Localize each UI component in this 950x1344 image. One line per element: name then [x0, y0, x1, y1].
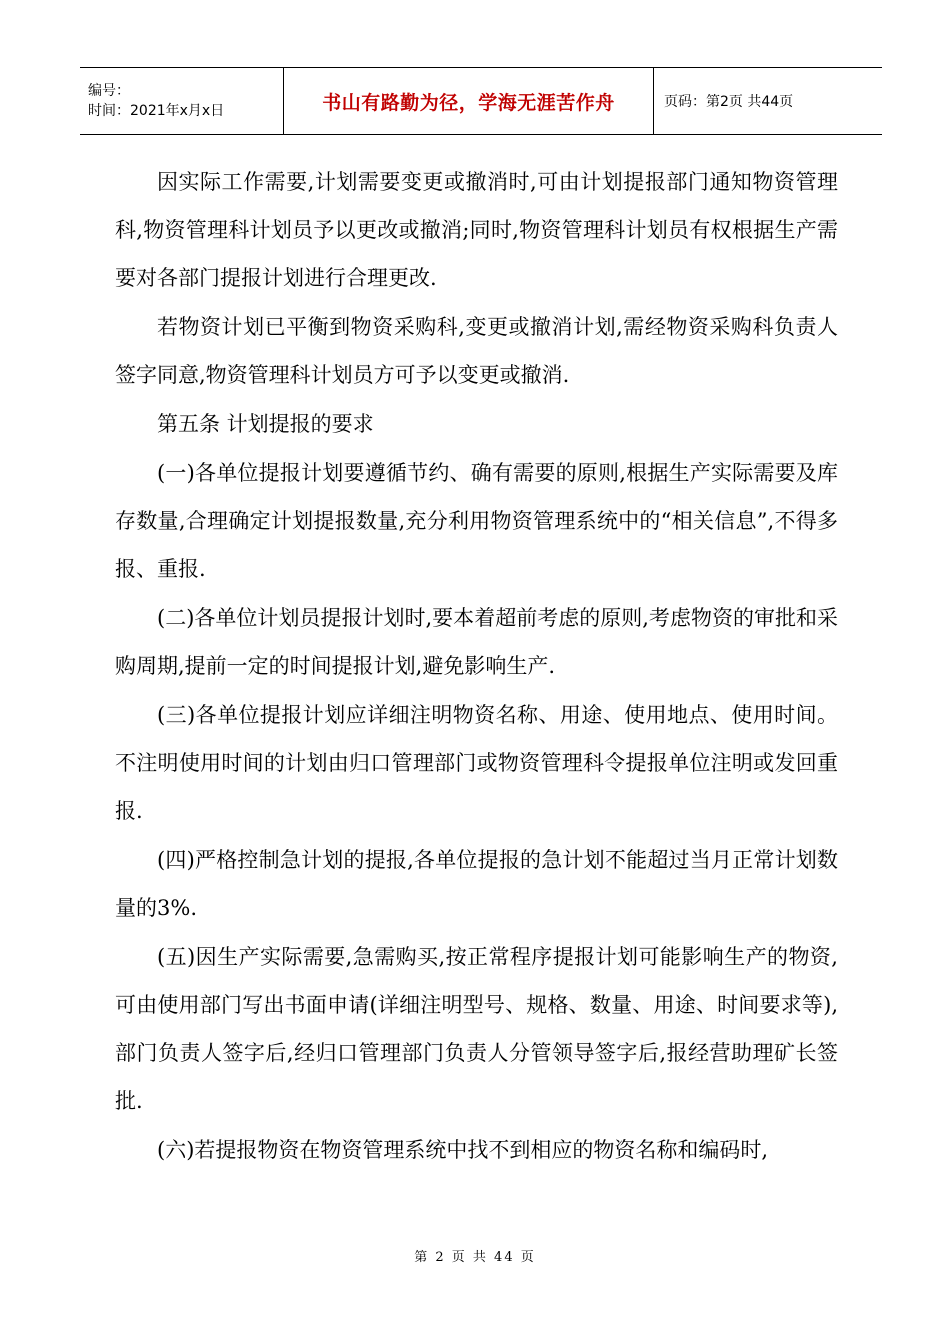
paragraph-item-3: (三)各单位提报计划应详细注明物资名称、用途、使用地点、使用时间。不注明使用时间的计划由归口管理部门或物资管理科令提报单位注明或发回重报. [115, 703, 838, 823]
document-date-label: 时间：2021年x月x日 [88, 103, 225, 119]
paragraph-purchase-change: 若物资计划已平衡到物资采购科,变更或撤消计划,需经物资采购科负责人签字同意,物资管理科计划员方可予以变更或撤消. [115, 315, 838, 387]
section-heading-article-5: 第五条 计划提报的要求 [157, 412, 374, 436]
paragraph-change-cancel: 因实际工作需要,计划需要变更或撤消时,可由计划提报部门通知物资管理科,物资管理科计划员予以更改或撤消;同时,物资管理科计划员有权根据生产需要对各部门提报计划进行合理更改. [115, 170, 838, 290]
paragraph-item-6: (六)若提报物资在物资管理系统中找不到相应的物资名称和编码时, [157, 1138, 769, 1162]
header-motto-cell [284, 68, 654, 135]
header-meta-cell [80, 68, 284, 135]
motto-text: 书山有路勤为径，学海无涯苦作舟 [322, 91, 615, 114]
document-number-label: 编号： [88, 83, 130, 99]
document-body [115, 158, 838, 1175]
header-page-info: 页码：第2页 共44页 [664, 94, 794, 110]
paragraph-item-4: (四)严格控制急计划的提报,各单位提报的急计划不能超过当月正常计划数量的3%. [115, 848, 838, 920]
paragraph-item-2: (二)各单位计划员提报计划时,要本着超前考虑的原则,考虑物资的审批和采购周期,提前一定的时间提报计划,避免影响生产. [115, 606, 838, 678]
document-header [80, 67, 882, 135]
header-page-cell [654, 68, 883, 135]
page-footer: 第 2 页 共 44 页 [414, 1250, 536, 1265]
paragraph-item-5: (五)因生产实际需要,急需购买,按正常程序提报计划可能影响生产的物资,可由使用部门写出书面申请(详细注明型号、规格、数量、用途、时间要求等),部门负责人签字后,经归口管理部门负责人分管领导签字后,报经营助理矿长签批. [115, 945, 838, 1113]
paragraph-item-1: (一)各单位提报计划要遵循节约、确有需要的原则,根据生产实际需要及库存数量,合理确定计划提报数量,充分利用物资管理系统中的“相关信息”,不得多报、重报. [115, 461, 838, 581]
